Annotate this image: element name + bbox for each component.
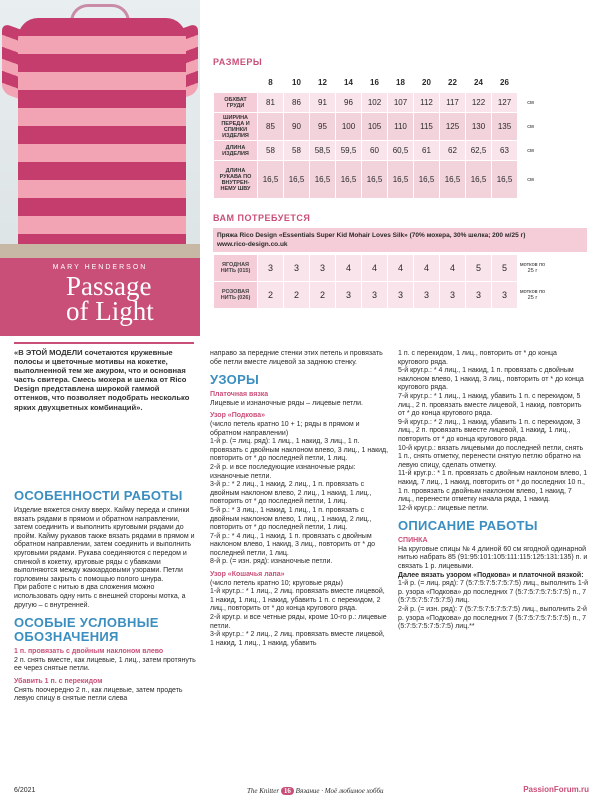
table-row: ШИРИНА ПЕРЕДА И СПИНКИ ИЗДЕЛИЯ 85 90 95 100 105 110 115 125 130 135 см (214, 113, 544, 141)
column-1 (14, 483, 200, 704)
table-row: ДЛИНА ИЗДЕЛИЯ 58 58 58,5 59,5 60 60,5 61 62 62,5 63 см (214, 141, 544, 161)
watermark-site: PassionForum.ru (523, 785, 589, 794)
footer (0, 780, 597, 800)
description-heading: ОПИСАНИЕ РАБОТЫ (398, 518, 538, 534)
yarn-table (213, 254, 548, 309)
sizes-heading: РАЗМЕРЫ (213, 57, 263, 67)
page-title: Passage of Light (66, 271, 154, 326)
sweater-image (18, 18, 186, 254)
notation-item-title: Убавить 1 п. с перекидом (14, 677, 103, 685)
table-row: ЯГОДНАЯ НИТЬ (015) 3 3 3 4 4 4 4 4 5 5 мотков по 25 г (214, 255, 548, 282)
notation-item-title: 1 п. провязать с двойным наклоном влево (14, 648, 164, 656)
issue-date: 6/2021 (14, 787, 36, 794)
page-number: 16 (281, 787, 294, 795)
table-row: ДЛИНА РУКАВА ПО ВНУТРЕН- НЕМУ ШВУ 16,5 16,5 16,5 16,5 16,5 16,5 16,5 16,5 16,5 16,5 см (214, 161, 544, 199)
author-name: MARY HENDERSON (52, 264, 148, 271)
notation-heading: ОСОБЫЕ УСЛОВНЫЕ ОБОЗНАЧЕНИЯ (14, 615, 159, 645)
intro-quote: «В ЭТОЙ МОДЕЛИ сочетаются кружевные полосы и цветочные мотивы на кокетке, выполненной тем же ажуром, что и основная часть свитера. Смесь мохера и шелка от Rico Design представлена широкой гаммой оттенков, что позволяет подобрать несколько ярких двухцветных комбинаций». (14, 342, 194, 412)
column-2: направо за передние стенки этих петель и провязать обе петли вместе лицевой за заднюю стенку. УЗОРЫ Платочная вязка Лицевые и изнаночные ряды – лицевые петли. Узор «Подкова» (число петель кратно 10 + 1; ряды в прямом и обратном направлении) 1-й р. (= лиц. ряд): 1 лиц., 1 накид, 3 лиц., 1 п. провязать с двойным наклоном влево, 3 лиц., 1 накид, повторить от * до последней петли, 1 лиц. 2-й р. и все последующие изнаночные ряды: изнаночные петли. 3-й р.: * 2 лиц., 1 накид, 2 лиц., 1 п. провязать с двойным наклоном влево, 2 лиц., 1 накид, 1 лиц., повторить от * до последней петли, 1 лиц. 5-й р.: * 3 лиц., 1 накид, 1 лиц., 1 п. провязать с двойным наклоном влево, 1 лиц., 1 накид, 2 лиц., повторить от * до последней петли, 1 лиц. 7-й р.: * 4 лиц., 1 накид, 1 п. провязать с двойным наклоном влево, 1 накид, 3 лиц., повторить от * до последней петли, 1 лиц. 8-й р. (= изн. ряд): изнаночные петли. Узор «Кошачья лапа» (число петель кратно 10; круговые ряды) 1-й круг.р.: * 1 лиц., 2 лиц. провязать вместе лицевой, 1 накид, 1 лиц., 1 накид, убавить 1 п. с перекидом, 2 лиц., повторить от * до конца кругового ряда. 2-й круг.р. и все четные ряды, кроме 10-го р.: лицевые петли. 3-й круг.р.: * 2 лиц., 2 лиц. провязать вместе лицевой, 1 накид, 1 лиц., 1 накид, убавить (210, 350, 389, 647)
table-row: РОЗОВАЯ НИТЬ (026) 2 2 2 3 3 3 3 3 3 3 мотков по 25 г (214, 282, 548, 309)
magazine-name: The Knitter 16 Вязание · Моё любимое хобби (247, 787, 384, 795)
title-box (0, 258, 200, 336)
column-3: 1 п. с перекидом, 1 лиц., повторить от * до конца кругового ряда. 5-й круг.р.: * 4 лиц., 1 накид, 1 п. провязать с двойным наклоном влево, 1 накид, 3 лиц., повторить от * до конца кругового ряда. 7-й круг.р.: * 1 лиц., 1 накид, убавить 1 п. с перекидом, 5 лиц., 2 п. провязать вместе лицевой, 1 накид, повторить от * до конца кругового ряда. 9-й круг.р.: * 2 лиц., 1 накид, убавить 1 п. с перекидом, 3 лиц., 2 п. провязать вместе лицевой, 1 накид, 1 лиц., повторить от * до конца кругового ряда. 10-й круг.р.: вязать лицевыми до последней петли, снять 1 п., снять отметку, перенести снятую петлю обратно на левую спицу, сделать отметку. 11-й круг.р.: * 1 п. провязать с двойным наклоном влево, 1 накид, 7 лиц., 1 накид, повторить от * до последних 10 п., 1 п. провязать с двойным наклоном влево, 1 накид, 7 лиц., перенести отметку начала ряда, 1 накид. 12-й круг.р.: лицевые петли. ОПИСАНИЕ РАБОТЫ СПИНКА На круговые спицы № 4 длиной 60 см ягодной одинарной нитью набрать 85 (91:95:101:105:111:115:125:131:135) п. и связать 1 р. лицевыми. Далее вязать узором «Подкова» и платочной вязкой: 1-й р. (= лиц. ряд): 7 (5:7:5:7:5:7:5:7:5) лиц., выполнить 1-й р. узора «Подкова» до последних 7 (5:7:5:7:5:7:5:7:5) п., 7 (5:7:5:7:5:7:5:7:5) лиц. 2-й р. (= изн. ряд): 7 (5:7:5:7:5:7:5:7:5) лиц., выполнить 2-й р. узора «Подкова» до последних 7 (5:7:5:7:5:7:5:7:5) п., 7 (5:7:5:7:5:7:5:7:5) лиц.** (398, 350, 588, 631)
sizes-table: 8 10 12 14 16 18 20 22 24 26 ОБХВАТ ГРУДИ 81 86 91 96 102 107 112 117 122 127 см ШИРИНА ПЕРЕДА И СПИНКИ ИЗДЕЛИЯ 85 90 95 100 105 110 115 125 130 135 см ДЛИНА ИЗДЕЛИЯ 58 58 58,5 59,5 60 60,5 61 62 62,5 63 см ДЛИНА РУКАВА ПО ВНУТРЕН- НЕМУ ШВУ 16,5 16,5 16,5 16,5 16,5 16,5 16,5 16,5 16,5 16,5 см (213, 72, 544, 199)
table-row: ОБХВАТ ГРУДИ 81 86 91 96 102 107 112 117 122 127 см (214, 93, 544, 113)
features-text: Изделие вяжется снизу вверх. Кайму переда и спинки вязать рядами в прямом и обратном направлении, затем соединить и выполнить круговыми рядами до пройм. Кайму рукавов также вязать рядами в прямом и обратном направлении, затем соединить и выполнить круговыми рядами. Рукава соединяются с передом и спинкой в кокетку, круговые ряды с убавками выполняются между жаккардовыми узорами. Петли горловины закрыть с помощью полого шнура. (14, 507, 195, 583)
notation-item-text: 2 п. снять вместе, как лицевые, 1 лиц., затем протянуть ее через снятые петли. (14, 656, 196, 673)
notation-item-text: Снять поочередно 2 п., как лицевые, затем продеть левую спицу в снятые петли слева (14, 686, 183, 703)
patterns-heading: УЗОРЫ (210, 372, 260, 388)
sweater-photo (0, 0, 200, 258)
materials-heading: ВАМ ПОТРЕБУЕТСЯ (213, 213, 311, 223)
features-heading: ОСОБЕННОСТИ РАБОТЫ (14, 488, 183, 503)
features-text-2: При работе с нитью в два сложения можно использовать одну нить с внешней стороны мотка, а другую – с внутренней. (14, 584, 186, 609)
yarn-info: Пряжа Rico Design «Essentials Super Kid Mohair Loves Silk» (70% мохера, 30% шелка; 200 м/25 г) www.rico-design.co.uk (213, 228, 587, 252)
